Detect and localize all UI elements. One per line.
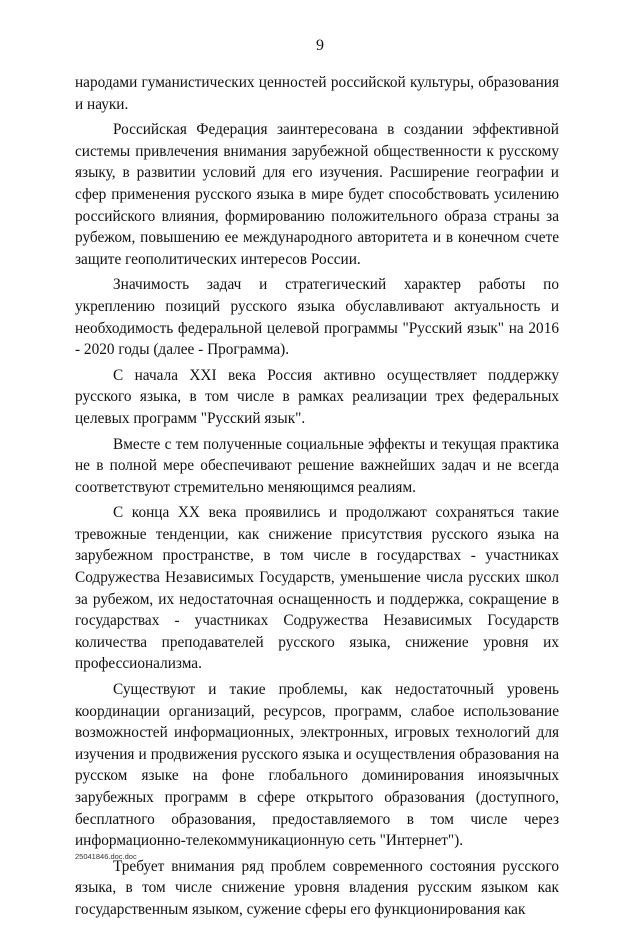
document-body [75,72,559,925]
paragraph-coordination-problems: Существуют и такие проблемы, как недостаточный уровень координации организаций, ресурсов, программ, слабое использование возможностей информационных, электронных, игровых технологий для изучения и продвижения русского языка и осуществления образования на русском языке на фоне глобального доминирования иноязычных зарубежных программ в сфере открытого образования (доступного, бесплатного образования, предоставляемого в том числе через информационно-телекоммуникационную сеть "Интернет"). [75,681,559,850]
paragraph-significance-of-tasks: Значимость задач и стратегический характер работы по укреплению позиций русского языка обуславливают актуальность и необходимость федеральной целевой программы "Русский язык" на 2016 - 2020 годы (далее - Программа). [75,276,559,359]
page-number: 9 [316,37,324,54]
paragraph-current-state-problems: Требует внимания ряд проблем современного состояния русского языка, в том числе снижение уровня владения русским языком как государственным языком, сужение сферы его функционирования как [75,857,559,918]
paragraph-social-effects: Вместе с тем полученные социальные эффекты и текущая практика не в полной мере обеспечивают решение важнейших задач и не всегда соответствуют стремительно меняющимся реалиям. [75,435,559,496]
paragraph-russian-federation-interest: Российская Федерация заинтересована в создании эффективной системы привлечения внимания зарубежной общественности к русскому языку, в развитии условий для его изучения. Расширение географии и сфер применения русского языка в мире будет способствовать усилению российского влияния, формированию положительного образа страны за рубежом, повышению ее международного авторитета и в конечном счете защите геополитических интересов России. [75,121,559,268]
footer-filename: 25041846.doc.doc [75,852,137,861]
paragraph-xxi-century-support: С начала XXI века Россия активно осуществляет поддержку русского языка, в том числе в рамках реализации трех федеральных целевых программ "Русский язык". [75,366,559,427]
paragraph-alarming-trends: С конца XX века проявились и продолжают сохраняться такие тревожные тенденции, как снижение присутствия русского языка на зарубежном пространстве, в том числе в государствах - участниках Содружества Независимых Государств, уменьшение числа русских школ за рубежом, их недостаточная оснащенность и поддержка, сокращение в государствах - участниках Содружества Независимых Государств количества преподавателей русского языка, снижение уровня их профессионализма. [75,504,559,673]
paragraph-continuation: народами гуманистических ценностей российской культуры, образования и науки. [75,74,559,113]
